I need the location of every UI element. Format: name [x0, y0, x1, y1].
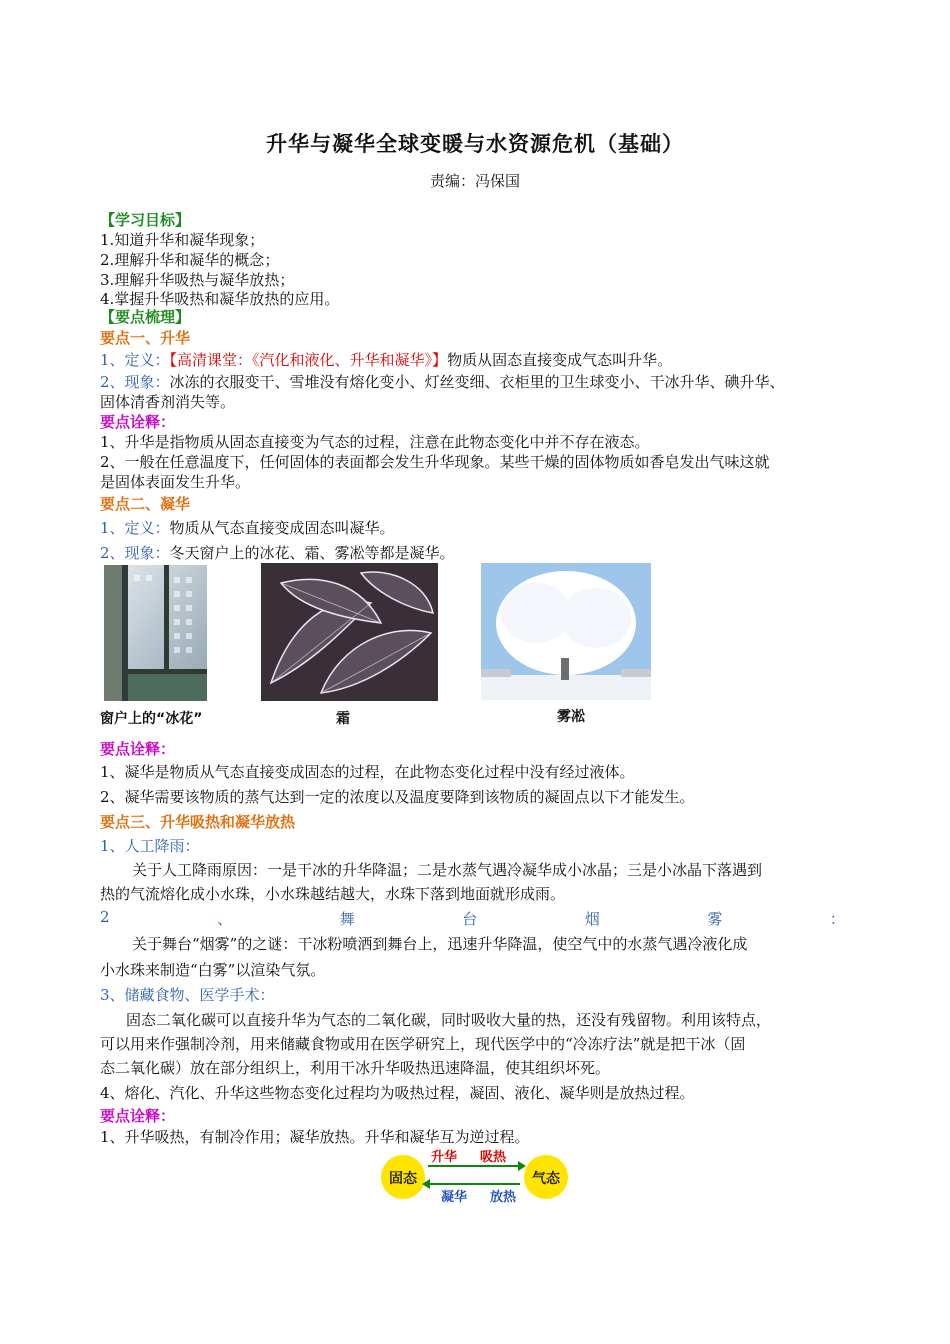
point1-phenomena [100, 372, 870, 392]
caption-frost: 霜 [336, 711, 350, 727]
frost-leaves-image [261, 563, 438, 701]
caption-window-frost: 窗户上的“冰花” [100, 711, 203, 727]
definition-text: 物质从固态直接变成气态叫升华。 [447, 351, 673, 369]
fog-label [100, 908, 845, 929]
definition-text: 物质从气态直接变成固态叫凝华。 [169, 519, 395, 537]
fog-label-char: 雾 [707, 910, 723, 928]
fog-label-char: 舞 [339, 910, 355, 928]
objective-item: 4.掌握升华吸热和凝华放热的应用。 [100, 290, 340, 308]
phenomena-label: 2、现象： [100, 373, 170, 391]
point3-heading: 要点三、升华吸热和凝华放热 [100, 813, 296, 831]
key-points-heading: 【要点梳理】 [100, 308, 191, 326]
phenomena-label: 2、现象： [100, 544, 170, 562]
fog-text-cont: 小水珠来制造“白雾”以渲染气氛。 [100, 961, 326, 979]
food-text-cont: 态二氧化碳）放在部分组织上，利用干冰升华吸热迅速降温，使其组织坏死。 [100, 1059, 611, 1077]
phenomena-text: 冬天窗户上的冰花、霜、雾凇等都是凝华。 [169, 544, 455, 562]
objectives-heading: 【学习目标】 [100, 211, 191, 229]
right-arrow-icon [518, 1161, 526, 1171]
point2-phenomena [100, 543, 870, 563]
point3-item4: 4、熔化、汽化、升华这些物态变化过程均为吸热过程，凝固、液化、凝华则是放热过程。 [100, 1084, 695, 1102]
fog-label-char: 2 [100, 908, 110, 926]
solid-label: 固态 [389, 1171, 417, 1187]
point1-note: 2、一般在任意温度下，任何固体的表面都会发生升华现象。某些干燥的固体物质如香皂发出气味这就 [100, 453, 770, 471]
rain-label: 1、人工降雨： [100, 837, 200, 855]
point1-heading: 要点一、升华 [100, 329, 191, 347]
editor-line: 责编：冯保国 [429, 172, 520, 190]
fog-text: 关于舞台“烟雾”的之谜：干冰粉喷洒到舞台上，迅速升华降温，使空气中的水蒸气遇冷液化成 [132, 935, 748, 953]
food-text: 固态二氧化碳可以直接升华为气态的二氧化碳，同时吸收大量的热，还没有残留物。利用该特点， [126, 1011, 772, 1029]
rain-text-cont: 热的气流熔化成小水珠，小水珠越结越大，水珠下落到地面就形成雨。 [100, 885, 566, 903]
caption-rime: 雾凇 [557, 709, 585, 725]
point2-note-heading: 要点诠释： [100, 740, 176, 758]
release-heat-label: 放热 [489, 1190, 517, 1205]
objective-item: 2.理解升华和凝华的概念； [100, 251, 280, 269]
window-frost-image [104, 565, 207, 701]
sublimation-label: 升华 [430, 1150, 458, 1165]
gas-label: 气态 [532, 1171, 560, 1187]
phenomena-text: 冰冻的衣服变干、雪堆没有熔化变小、灯丝变细、衣柜里的卫生球变小、干冰升华、碘升华、 [169, 373, 785, 391]
food-text-cont: 可以用来作强制冷剂，用来储藏食物或用在医学研究上，现代医学中的“冷冻疗法”就是把干冰（固 [100, 1035, 746, 1053]
fog-label-char: ： [829, 910, 845, 928]
point2-definition [100, 518, 870, 538]
point2-note: 2、凝华需要该物质的蒸气达到一定的浓度以及温度要降到该物质的凝固点以下才能发生。 [100, 788, 695, 806]
rain-text: 关于人工降雨原因：一是干冰的升华降温；二是水蒸气遇冷凝华成小冰晶；三是小冰晶下落遇到 [132, 861, 763, 879]
point1-note-cont: 是固体表面发生升华。 [100, 473, 251, 491]
fog-label-char: 台 [462, 910, 478, 928]
fog-label-char: 、 [217, 910, 233, 928]
point3-note: 1、升华吸热，有制冷作用；凝华放热。升华和凝华互为逆过程。 [100, 1128, 530, 1146]
point1-note: 1、升华是指物质从固态直接变为气态的过程，注意在此物态变化中并不存在液态。 [100, 433, 650, 451]
definition-label: 1、定义： [100, 519, 170, 537]
objective-item: 3.理解升华吸热与凝华放热； [100, 271, 295, 289]
page-title: 升华与凝华全球变暖与水资源危机（基础） [266, 132, 684, 156]
point1-definition [100, 350, 870, 370]
phase-change-diagram [378, 1145, 570, 1207]
rime-tree-image [481, 563, 651, 700]
point2-note: 1、凝华是物质从气态直接变成固态的过程，在此物态变化过程中没有经过液体。 [100, 763, 635, 781]
lesson-link[interactable]: 【高清课堂：《汽化和液化、升华和凝华》】 [169, 351, 448, 369]
definition-label: 1、定义： [100, 351, 170, 369]
objective-item: 1.知道升华和凝华现象； [100, 231, 265, 249]
absorb-heat-label: 吸热 [479, 1150, 507, 1165]
point1-note-heading: 要点诠释： [100, 413, 176, 431]
phenomena-text-cont: 固体清香剂消失等。 [100, 393, 236, 411]
fog-label-char: 烟 [584, 910, 600, 928]
point3-note-heading: 要点诠释： [100, 1107, 176, 1125]
point2-heading: 要点二、凝华 [100, 495, 191, 513]
food-label: 3、储藏食物、医学手术： [100, 986, 275, 1004]
deposition-label: 凝华 [440, 1190, 468, 1205]
